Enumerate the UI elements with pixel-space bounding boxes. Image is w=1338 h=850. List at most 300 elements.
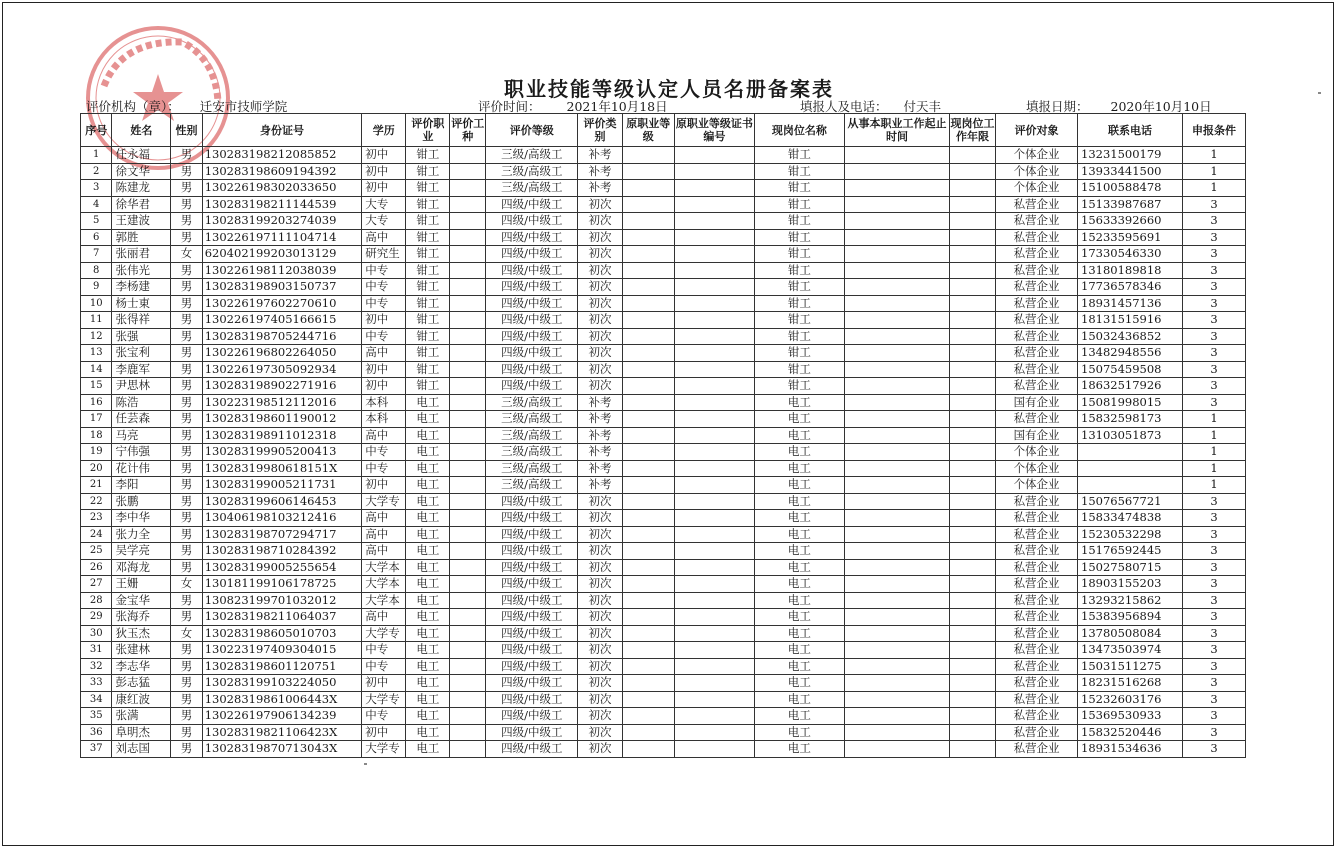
table-cell: 初中 <box>362 724 406 741</box>
table-cell: 狄玉杰 <box>112 625 171 642</box>
table-cell <box>949 163 995 180</box>
column-header: 身份证号 <box>202 114 362 147</box>
table-cell <box>450 295 486 312</box>
table-cell <box>845 361 950 378</box>
table-cell: 电工 <box>406 691 450 708</box>
table-cell: 15232603176 <box>1078 691 1183 708</box>
table-cell: 四级/中级工 <box>486 741 578 758</box>
table-cell: 620402199203013129 <box>202 246 362 263</box>
table-cell: 中专 <box>362 658 406 675</box>
table-cell: 张满 <box>112 708 171 725</box>
table-cell <box>949 312 995 329</box>
table-cell: 电工 <box>754 444 844 461</box>
table-row <box>81 708 1246 725</box>
table-cell: 11 <box>81 312 112 329</box>
table-cell: 25 <box>81 543 112 560</box>
table-cell: 阜明杰 <box>112 724 171 741</box>
table-cell: 初中 <box>362 312 406 329</box>
table-cell: 张力全 <box>112 526 171 543</box>
table-cell: 15833474838 <box>1078 510 1183 527</box>
table-cell: 初次 <box>578 609 622 626</box>
table-cell <box>450 328 486 345</box>
table-cell: 电工 <box>754 658 844 675</box>
table-cell: 私营企业 <box>996 708 1078 725</box>
table-cell: 3 <box>1182 394 1245 411</box>
table-cell: 张强 <box>112 328 171 345</box>
table-cell <box>675 163 755 180</box>
table-cell <box>845 427 950 444</box>
table-cell: 补考 <box>578 147 622 164</box>
table-cell <box>845 708 950 725</box>
table-cell: 电工 <box>406 576 450 593</box>
table-cell: 钳工 <box>406 328 450 345</box>
table-cell: 四级/中级工 <box>486 708 578 725</box>
table-cell <box>450 592 486 609</box>
table-cell <box>949 246 995 263</box>
table-cell: 私营企业 <box>996 295 1078 312</box>
table-cell: 3 <box>1182 246 1245 263</box>
table-cell: 130226197906134239 <box>202 708 362 725</box>
table-cell: 30 <box>81 625 112 642</box>
table-cell <box>450 708 486 725</box>
column-header: 现岗位名称 <box>754 114 844 147</box>
table-cell: 私营企业 <box>996 345 1078 362</box>
table-cell: 3 <box>1182 675 1245 692</box>
table-row <box>81 427 1246 444</box>
table-row <box>81 411 1246 428</box>
table-row <box>81 658 1246 675</box>
table-cell <box>675 510 755 527</box>
table-cell: 钳工 <box>406 163 450 180</box>
table-cell: 1 <box>1182 411 1245 428</box>
table-cell <box>845 576 950 593</box>
table-cell <box>845 675 950 692</box>
table-cell <box>622 691 674 708</box>
table-cell: 14 <box>81 361 112 378</box>
table-cell: 大专 <box>362 196 406 213</box>
table-cell <box>949 741 995 758</box>
column-header: 学历 <box>362 114 406 147</box>
table-cell: 高中 <box>362 229 406 246</box>
table-cell: 刘志国 <box>112 741 171 758</box>
table-cell: 钳工 <box>406 196 450 213</box>
table-cell: 钳工 <box>754 180 844 197</box>
table-cell: 13180189818 <box>1078 262 1183 279</box>
table-cell: 36 <box>81 724 112 741</box>
table-cell: 初中 <box>362 180 406 197</box>
table-cell: 大学专 <box>362 493 406 510</box>
table-cell <box>949 609 995 626</box>
table-cell: 私营企业 <box>996 691 1078 708</box>
table-cell: 15076567721 <box>1078 493 1183 510</box>
table-cell: 中专 <box>362 295 406 312</box>
table-cell <box>675 543 755 560</box>
table-cell: 15031511275 <box>1078 658 1183 675</box>
table-row <box>81 444 1246 461</box>
table-cell: 钳工 <box>754 361 844 378</box>
table-cell: 初次 <box>578 246 622 263</box>
table-cell: 17736578346 <box>1078 279 1183 296</box>
table-cell: 130283198601120751 <box>202 658 362 675</box>
table-cell: 130283198902271916 <box>202 378 362 395</box>
table-cell: 男 <box>171 477 202 494</box>
table-cell: 13231500179 <box>1078 147 1183 164</box>
table-cell: 康红波 <box>112 691 171 708</box>
table-cell: 张鹏 <box>112 493 171 510</box>
table-cell: 电工 <box>754 625 844 642</box>
table-cell: 初次 <box>578 361 622 378</box>
table-cell: 18131515916 <box>1078 312 1183 329</box>
table-cell: 四级/中级工 <box>486 312 578 329</box>
table-cell: 男 <box>171 592 202 609</box>
table-cell: 电工 <box>754 691 844 708</box>
table-cell: 32 <box>81 658 112 675</box>
table-cell: 私营企业 <box>996 526 1078 543</box>
table-cell: 钳工 <box>754 328 844 345</box>
table-cell: 130226197405166615 <box>202 312 362 329</box>
table-cell: 130223197409304015 <box>202 642 362 659</box>
table-cell <box>622 163 674 180</box>
page-title: 职业技能等级认定人员名册备案表 <box>504 77 834 101</box>
table-cell: 私营企业 <box>996 213 1078 230</box>
table-cell: 男 <box>171 543 202 560</box>
table-cell: 高中 <box>362 345 406 362</box>
table-cell: 四级/中级工 <box>486 295 578 312</box>
table-cell: 130283199103224050 <box>202 675 362 692</box>
table-cell: 大学本 <box>362 592 406 609</box>
table-cell: 电工 <box>406 394 450 411</box>
table-cell <box>845 147 950 164</box>
table-cell: 电工 <box>754 724 844 741</box>
table-cell <box>675 295 755 312</box>
table-cell: 初次 <box>578 295 622 312</box>
table-row <box>81 460 1246 477</box>
table-cell: 钳工 <box>754 229 844 246</box>
table-cell: 130223198512112016 <box>202 394 362 411</box>
table-cell: 马亮 <box>112 427 171 444</box>
table-cell: 电工 <box>406 658 450 675</box>
table-row <box>81 510 1246 527</box>
table-cell: 13028319861006443X <box>202 691 362 708</box>
table-cell: 私营企业 <box>996 559 1078 576</box>
table-cell <box>450 394 486 411</box>
table-cell <box>675 592 755 609</box>
table-cell: 24 <box>81 526 112 543</box>
table-cell: 私营企业 <box>996 642 1078 659</box>
table-cell: 四级/中级工 <box>486 543 578 560</box>
table-cell <box>845 741 950 758</box>
table-cell: 陈浩 <box>112 394 171 411</box>
time-label: 评价时间： <box>478 99 541 114</box>
table-cell: 初次 <box>578 642 622 659</box>
table-cell <box>450 543 486 560</box>
table-cell: 电工 <box>754 609 844 626</box>
table-row <box>81 592 1246 609</box>
table-cell <box>450 510 486 527</box>
table-cell: 高中 <box>362 526 406 543</box>
table-cell <box>622 543 674 560</box>
table-cell <box>450 213 486 230</box>
table-cell: 电工 <box>754 576 844 593</box>
table-cell: 初次 <box>578 592 622 609</box>
table-cell: 初次 <box>578 543 622 560</box>
table-cell <box>675 147 755 164</box>
table-cell: 四级/中级工 <box>486 576 578 593</box>
table-cell: 3 <box>1182 196 1245 213</box>
table-cell <box>675 477 755 494</box>
table-cell <box>675 312 755 329</box>
table-cell <box>622 526 674 543</box>
table-cell <box>675 262 755 279</box>
table-cell: 8 <box>81 262 112 279</box>
table-header <box>81 114 1246 147</box>
table-row <box>81 493 1246 510</box>
table-cell: 钳工 <box>406 147 450 164</box>
table-cell <box>949 279 995 296</box>
table-cell <box>949 345 995 362</box>
table-cell: 私营企业 <box>996 658 1078 675</box>
table-cell <box>845 246 950 263</box>
table-cell: 中专 <box>362 460 406 477</box>
table-cell: 15 <box>81 378 112 395</box>
table-cell: 电工 <box>406 642 450 659</box>
table-cell: 私营企业 <box>996 609 1078 626</box>
table-cell <box>675 526 755 543</box>
table-cell: 四级/中级工 <box>486 609 578 626</box>
table-cell <box>845 592 950 609</box>
table-cell <box>675 642 755 659</box>
table-cell <box>845 444 950 461</box>
table-cell: 三级/高级工 <box>486 444 578 461</box>
table-cell: 初次 <box>578 510 622 527</box>
table-cell: 18931457136 <box>1078 295 1183 312</box>
table-cell <box>845 262 950 279</box>
table-cell: 私营企业 <box>996 411 1078 428</box>
table-cell: 四级/中级工 <box>486 262 578 279</box>
table-cell: 13 <box>81 345 112 362</box>
table-cell <box>622 246 674 263</box>
table-row <box>81 312 1246 329</box>
table-cell: 初次 <box>578 576 622 593</box>
table-cell: 1 <box>1182 163 1245 180</box>
table-cell <box>845 180 950 197</box>
table-cell: 个体企业 <box>996 180 1078 197</box>
table-cell: 20 <box>81 460 112 477</box>
table-cell: 私营企业 <box>996 328 1078 345</box>
table-cell <box>675 724 755 741</box>
table-cell: 大学本 <box>362 559 406 576</box>
table-row <box>81 724 1246 741</box>
table-cell: 男 <box>171 559 202 576</box>
table-cell <box>675 444 755 461</box>
table-cell <box>845 625 950 642</box>
table-cell: 私营企业 <box>996 361 1078 378</box>
table-cell: 130283198710284392 <box>202 543 362 560</box>
table-cell: 电工 <box>406 444 450 461</box>
table-cell <box>675 625 755 642</box>
table-cell: 男 <box>171 460 202 477</box>
table-cell: 9 <box>81 279 112 296</box>
table-row <box>81 642 1246 659</box>
table-cell <box>845 394 950 411</box>
table-cell <box>949 213 995 230</box>
table-cell: 张建林 <box>112 642 171 659</box>
table-cell: 15633392660 <box>1078 213 1183 230</box>
table-cell: 补考 <box>578 444 622 461</box>
scan-speck <box>1318 92 1321 94</box>
table-cell: 私营企业 <box>996 279 1078 296</box>
table-cell: 电工 <box>754 708 844 725</box>
table-cell <box>949 576 995 593</box>
table-cell: 15032436852 <box>1078 328 1183 345</box>
table-cell: 私营企业 <box>996 576 1078 593</box>
table-cell <box>675 361 755 378</box>
table-cell: 初次 <box>578 196 622 213</box>
table-cell: 电工 <box>754 543 844 560</box>
table-cell: 私营企业 <box>996 196 1078 213</box>
table-cell: 四级/中级工 <box>486 592 578 609</box>
table-cell: 15176592445 <box>1078 543 1183 560</box>
table-cell <box>949 196 995 213</box>
table-cell: 宁伟强 <box>112 444 171 461</box>
table-cell: 电工 <box>406 724 450 741</box>
scan-speck <box>364 763 367 765</box>
table-cell: 电工 <box>754 394 844 411</box>
table-cell: 四级/中级工 <box>486 642 578 659</box>
table-cell: 电工 <box>754 460 844 477</box>
table-cell: 私营企业 <box>996 229 1078 246</box>
table-cell: 1 <box>1182 460 1245 477</box>
table-cell: 130283198609194392 <box>202 163 362 180</box>
table-cell <box>450 411 486 428</box>
table-cell: 高中 <box>362 427 406 444</box>
table-cell: 初次 <box>578 279 622 296</box>
table-cell <box>845 559 950 576</box>
table-cell: 男 <box>171 691 202 708</box>
table-cell: 李志华 <box>112 658 171 675</box>
column-header: 原职业等级 <box>622 114 674 147</box>
table-cell: 男 <box>171 361 202 378</box>
table-cell <box>949 361 995 378</box>
table-cell <box>675 279 755 296</box>
table-cell: 女 <box>171 625 202 642</box>
table-cell: 初次 <box>578 691 622 708</box>
column-header: 姓名 <box>112 114 171 147</box>
table-cell: 四级/中级工 <box>486 625 578 642</box>
table-cell <box>450 427 486 444</box>
table-cell: 130823199701032012 <box>202 592 362 609</box>
table-cell: 补考 <box>578 460 622 477</box>
table-cell: 130283198911012318 <box>202 427 362 444</box>
table-cell <box>450 741 486 758</box>
table-cell <box>675 576 755 593</box>
table-row <box>81 609 1246 626</box>
table-cell: 钳工 <box>406 378 450 395</box>
table-cell: 初次 <box>578 675 622 692</box>
table-cell: 15383956894 <box>1078 609 1183 626</box>
table-cell: 男 <box>171 394 202 411</box>
table-cell: 15832520446 <box>1078 724 1183 741</box>
table-cell: 国有企业 <box>996 427 1078 444</box>
table-cell: 电工 <box>406 708 450 725</box>
table-cell <box>949 675 995 692</box>
table-cell <box>949 708 995 725</box>
reporter-label: 填报人及电话： <box>800 99 888 114</box>
table-cell: 四级/中级工 <box>486 196 578 213</box>
table-cell <box>845 460 950 477</box>
table-cell: 37 <box>81 741 112 758</box>
table-cell: 15369530933 <box>1078 708 1183 725</box>
table-cell: 钳工 <box>754 262 844 279</box>
table-cell: 1 <box>81 147 112 164</box>
table-cell: 钳工 <box>406 213 450 230</box>
table-cell <box>845 163 950 180</box>
table-cell: 四级/中级工 <box>486 378 578 395</box>
table-cell: 男 <box>171 675 202 692</box>
table-cell: 四级/中级工 <box>486 526 578 543</box>
table-cell: 18903155203 <box>1078 576 1183 593</box>
table-cell <box>845 411 950 428</box>
table-cell: 钳工 <box>754 163 844 180</box>
table-cell: 130406198103212416 <box>202 510 362 527</box>
table-cell <box>949 229 995 246</box>
table-cell: 电工 <box>406 625 450 642</box>
table-cell: 3 <box>1182 229 1245 246</box>
table-cell <box>845 724 950 741</box>
table-cell: 26 <box>81 559 112 576</box>
table-cell: 中专 <box>362 279 406 296</box>
table-cell <box>949 394 995 411</box>
table-cell <box>450 477 486 494</box>
table-cell: 钳工 <box>754 213 844 230</box>
table-cell: 补考 <box>578 427 622 444</box>
table-cell <box>622 427 674 444</box>
table-cell <box>450 378 486 395</box>
table-cell: 18 <box>81 427 112 444</box>
table-cell: 130226198302033650 <box>202 180 362 197</box>
table-cell <box>845 378 950 395</box>
table-cell: 电工 <box>406 477 450 494</box>
table-cell: 私营企业 <box>996 510 1078 527</box>
table-cell <box>622 147 674 164</box>
table-cell: 15133987687 <box>1078 196 1183 213</box>
table-cell <box>949 493 995 510</box>
table-cell: 四级/中级工 <box>486 328 578 345</box>
table-cell <box>949 724 995 741</box>
table-cell: 男 <box>171 295 202 312</box>
table-cell: 四级/中级工 <box>486 229 578 246</box>
table-cell: 杨士東 <box>112 295 171 312</box>
table-cell: 本科 <box>362 411 406 428</box>
table-cell: 中专 <box>362 708 406 725</box>
column-header: 原职业等级证书编号 <box>675 114 755 147</box>
table-cell: 28 <box>81 592 112 609</box>
table-cell: 三级/高级工 <box>486 427 578 444</box>
table-cell: 初次 <box>578 378 622 395</box>
table-cell: 130283198212085852 <box>202 147 362 164</box>
table-cell: 130283199203274039 <box>202 213 362 230</box>
table-cell: 初次 <box>578 559 622 576</box>
table-cell <box>622 328 674 345</box>
table-cell <box>622 213 674 230</box>
table-cell: 钳工 <box>754 345 844 362</box>
table-cell: 四级/中级工 <box>486 345 578 362</box>
table-cell: 中专 <box>362 328 406 345</box>
table-cell: 私营企业 <box>996 543 1078 560</box>
table-cell: 13103051873 <box>1078 427 1183 444</box>
table-cell <box>949 510 995 527</box>
table-cell: 个体企业 <box>996 444 1078 461</box>
